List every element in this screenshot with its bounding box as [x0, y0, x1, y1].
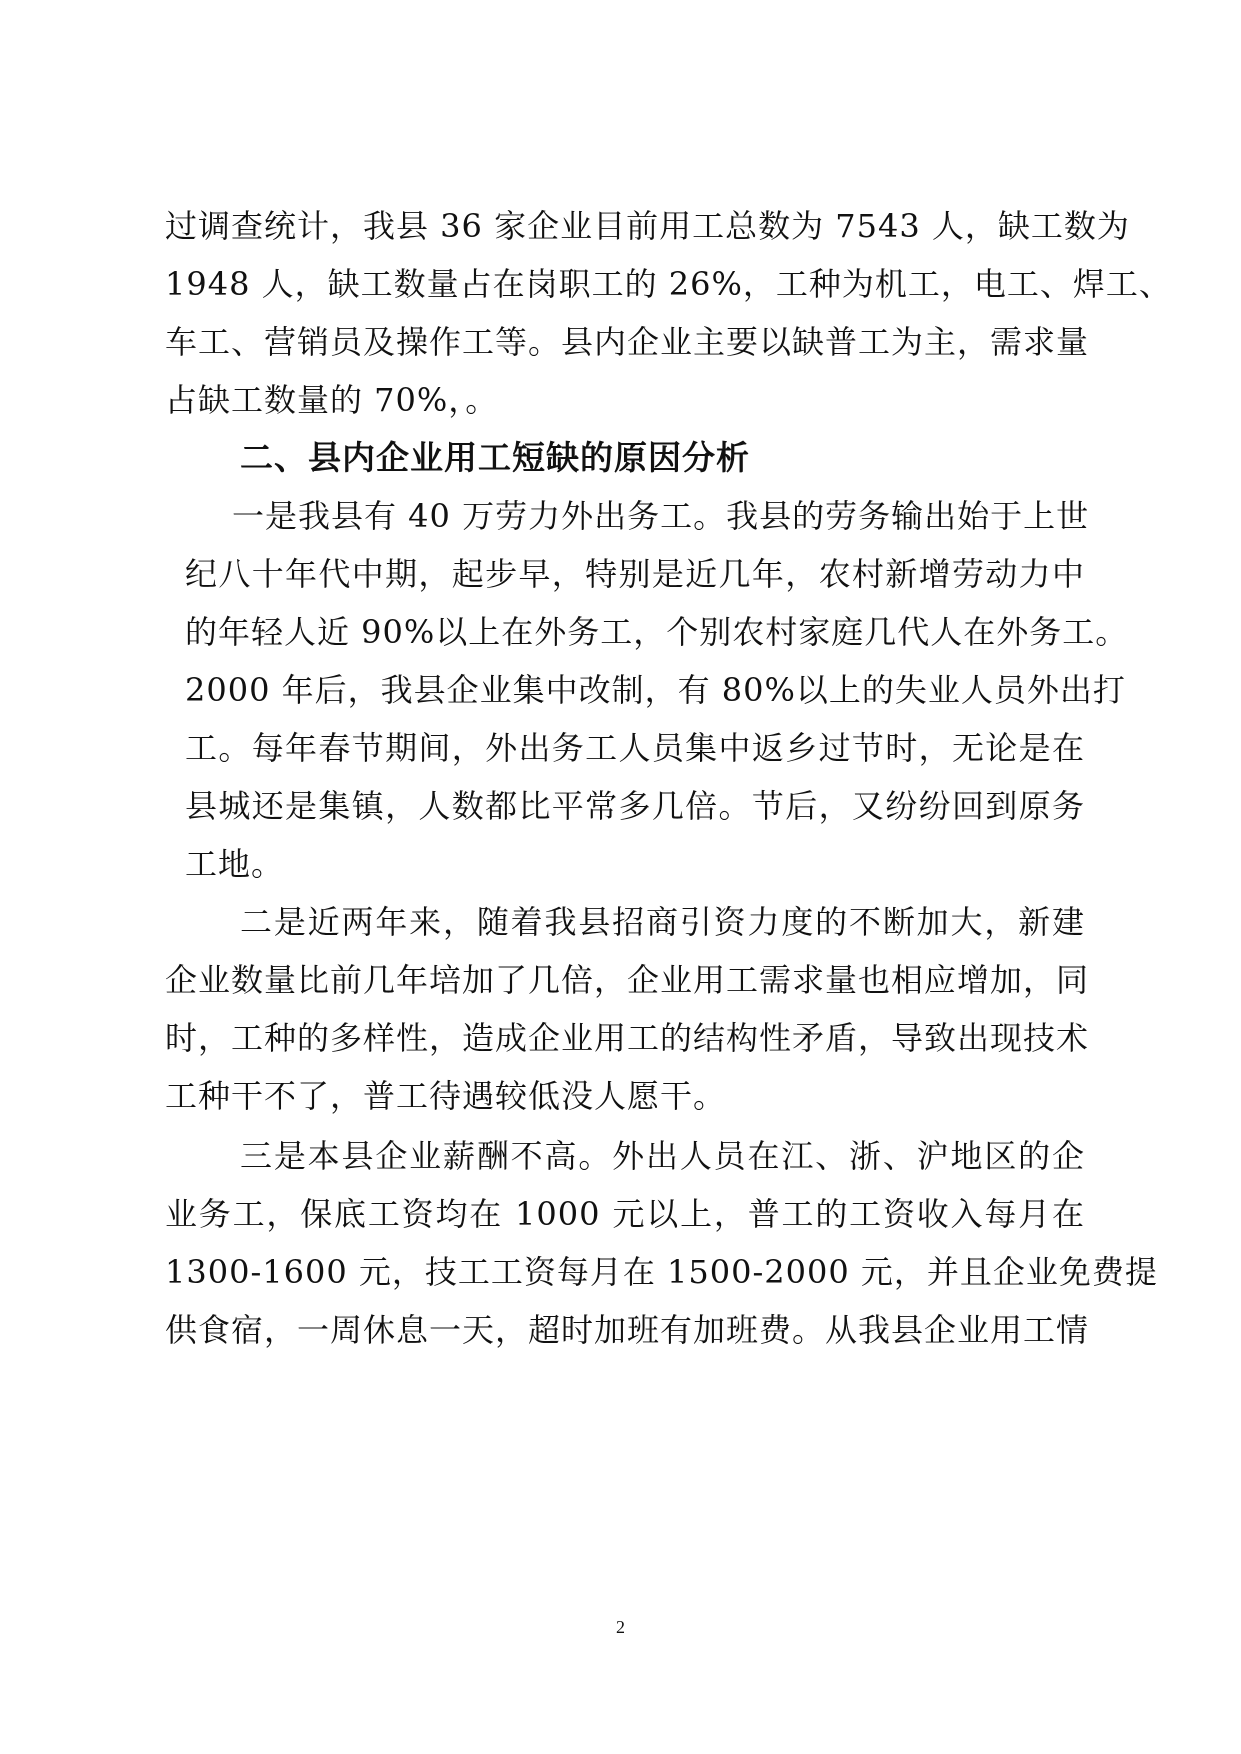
paragraph-1-line-1: 过调查统计，我县 36 家企业目前用工总数为 7543 人，缺工数为 — [165, 207, 1130, 245]
paragraph-2-line-1: 一是我县有 40 万劳力外出务工。我县的劳务输出始于上世 — [232, 497, 1090, 535]
paragraph-4-line-4: 供食宿，一周休息一天，超时加班有加班费。从我县企业用工情 — [165, 1311, 1090, 1349]
paragraph-2-line-2: 纪八十年代中期，起步早，特别是近几年，农村新增劳动力中 — [185, 555, 1085, 593]
paragraph-2-line-7: 工地。 — [185, 845, 285, 883]
section-heading: 二、县内企业用工短缺的原因分析 — [240, 438, 750, 477]
page-number: 2 — [616, 1617, 625, 1637]
paragraph-4-line-3: 1300-1600 元，技工工资每月在 1500-2000 元，并且企业免费提 — [165, 1253, 1158, 1291]
paragraph-2-line-5: 工。每年春节期间，外出务工人员集中返乡过节时，无论是在 — [185, 729, 1085, 767]
paragraph-3-line-4: 工种干不了，普工待遇较低没人愿干。 — [165, 1077, 727, 1115]
paragraph-1-line-3: 车工、营销员及操作工等。县内企业主要以缺普工为主，需求量 — [165, 323, 1090, 361]
paragraph-2-line-3: 的年轻人近 90%以上在外务工，个别农村家庭几代人在外务工。 — [185, 613, 1129, 651]
paragraph-2-line-4: 2000 年后，我县企业集中改制，有 80%以上的失业人员外出打 — [185, 671, 1126, 709]
paragraph-4-line-2: 业务工，保底工资均在 1000 元以上，普工的工资收入每月在 — [165, 1195, 1085, 1233]
paragraph-4-line-1: 三是本县企业薪酬不高。外出人员在江、浙、沪地区的企 — [240, 1137, 1085, 1175]
paragraph-3-line-3: 时，工种的多样性，造成企业用工的结构性矛盾，导致出现技术 — [165, 1019, 1090, 1057]
paragraph-3-line-2: 企业数量比前几年培加了几倍，企业用工需求量也相应增加，同 — [165, 961, 1090, 999]
paragraph-3-line-1: 二是近两年来，随着我县招商引资力度的不断加大，新建 — [240, 903, 1085, 941]
paragraph-2-line-6: 县城还是集镇，人数都比平常多几倍。节后，又纷纷回到原务 — [185, 787, 1085, 825]
paragraph-1-line-2: 1948 人，缺工数量占在岗职工的 26%，工种为机工，电工、焊工、 — [165, 265, 1172, 303]
paragraph-1-line-4: 占缺工数量的 70%，。 — [165, 381, 499, 419]
